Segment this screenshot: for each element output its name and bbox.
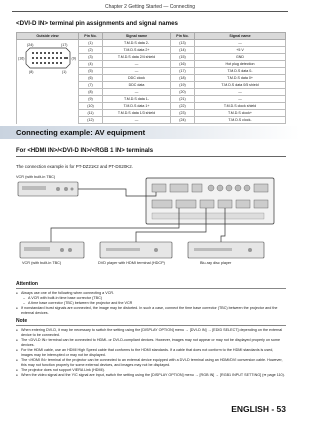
- pin-no-left: (1): [79, 40, 103, 47]
- pin-no-right: (17): [171, 68, 195, 75]
- pin-no-right: (21): [171, 96, 195, 103]
- attention-item: [16, 306, 286, 316]
- chapter-rule: [12, 11, 288, 12]
- attention-sublist: [21, 296, 286, 306]
- pin-no-left: (2): [79, 47, 103, 54]
- signal-name-left: T.M.D.S data 2-: [103, 40, 171, 47]
- section-title-pin-assignments: <DVI-D IN> terminal pin assignments and signal names: [16, 20, 178, 27]
- conn-label-mr: (9): [71, 56, 76, 61]
- signal-name-right: T.M.D.S data 0-: [195, 68, 286, 75]
- signal-name-right: T.M.D.S clock shield: [195, 103, 286, 110]
- note-item: ● When the video signal and the Y/C signal are input, switch the setting using the [DISPLAY OPTION] menu → [RGB IN] → [RGB1 INPUT SETTING] (➡ page 110).: [16, 373, 286, 378]
- col-outside-view: Outside view: [17, 33, 79, 40]
- banner-title: Connecting example: AV equipment: [16, 128, 146, 137]
- pin-no-left: (5): [79, 68, 103, 75]
- col-signal-left: Signal name: [103, 33, 171, 40]
- connection-diagram: [16, 172, 286, 272]
- dvd-player-label: DVD player with HDMI terminal (HDCP): [98, 261, 165, 265]
- pin-no-right: (13): [171, 40, 195, 47]
- note-heading: Note: [16, 318, 28, 324]
- signal-name-left: DDC clock: [103, 75, 171, 82]
- signal-name-right: —: [195, 40, 286, 47]
- pin-no-left: (9): [79, 96, 103, 103]
- attention-item: [16, 291, 286, 306]
- pin-no-left: (7): [79, 82, 103, 89]
- signal-name-left: T.M.D.S data 2+: [103, 47, 171, 54]
- signal-name-left: —: [103, 61, 171, 68]
- dvi-connector-figure: [18, 38, 78, 78]
- attention-list: [16, 291, 286, 316]
- vcr-bottom-device: [20, 242, 84, 258]
- pin-no-right: (20): [171, 89, 195, 96]
- signal-name-left: DDC data: [103, 82, 171, 89]
- pin-no-right: (16): [171, 61, 195, 68]
- note-item: ● The <DVI-D IN> terminal can be connected to HDMI- or DVI-D-compliant devices. However, images may not appear or may not be displayed properly on some devices.: [16, 338, 286, 348]
- attention-item-text: Always use one of the following when connecting a VCR.: [21, 291, 115, 295]
- vcr-top-label: VCR (with built-in TBC): [16, 175, 56, 179]
- dvi-connector-icon: [18, 38, 78, 78]
- col-pin-no-right: Pin No.: [171, 33, 195, 40]
- pin-no-right: (22): [171, 103, 195, 110]
- signal-name-right: GND: [195, 54, 286, 61]
- note-item: ● The <HDMI IN> terminal of the projector can be connected to an external device equipped with a DVI-D terminal using an HDMI/DVI conversion cable. However, this may not function properly for some external devices, and images may not be displayed.: [16, 358, 286, 368]
- col-pin-no-left: Pin No.: [79, 33, 103, 40]
- connection-diagram-drawing: [16, 172, 286, 272]
- signal-name-right: —: [195, 89, 286, 96]
- note-item: ● When entering DVI-D, it may be necessary to switch the setting using the [DISPLAY OPTION] menu → [DVI-D IN] → [EDID SELECT] depending on the external device to be connected.: [16, 328, 286, 338]
- conn-label-br: (1): [62, 70, 67, 74]
- pin-no-right: (23): [171, 110, 195, 117]
- pin-no-right: (18): [171, 75, 195, 82]
- signal-name-left: T.M.D.S data 1/3 shield: [103, 110, 171, 117]
- signal-name-right: T.M.D.S clock-: [195, 117, 286, 124]
- pin-no-right: (19): [171, 82, 195, 89]
- pin-no-right: (15): [171, 54, 195, 61]
- signal-name-left: —: [103, 89, 171, 96]
- pin-no-right: (14): [171, 47, 195, 54]
- note-item: ● The projector does not support VIERA Link (HDMI).: [16, 368, 286, 373]
- conn-label-bl: (8): [29, 70, 34, 74]
- signal-name-left: T.M.D.S data 1+: [103, 103, 171, 110]
- projector-terminal-panel: [146, 178, 274, 224]
- signal-name-left: T.M.D.S data 1-: [103, 96, 171, 103]
- pin-no-left: (6): [79, 75, 103, 82]
- conn-label-ml: (16): [18, 56, 25, 61]
- signal-name-right: T.M.D.S clock+: [195, 110, 286, 117]
- vcr-bottom-label: VCR (with built-in TBC): [22, 261, 62, 265]
- attention-subitem: – A VCR with built-in time base corrector (TBC): [23, 296, 286, 301]
- dvd-player-device: [100, 242, 172, 258]
- subsection-title: For <HDMI IN>/<DVI-D IN>/<RGB 1 IN> terminals: [16, 148, 154, 154]
- conn-label-tl: (24): [27, 43, 34, 47]
- subsection-rule: [16, 156, 286, 157]
- bluray-player-device: [188, 242, 264, 258]
- signal-name-right: T.M.D.S data 0+: [195, 75, 286, 82]
- attention-item-text: If nonstandard burst signals are connected, the image may be distorted. In such a case, connect the time base corrector (TBC) between the projector and the external devices.: [21, 306, 278, 315]
- note-item: ● For the HDMI cable, use an HDMI High Speed cable that conforms to the HDMI standards. If a cable that does not conform to the HDMI standards is used, images may be interrupted or may not be displayed.: [16, 348, 286, 358]
- attention-subitem: – A time base corrector (TBC) between the projector and the VCR: [23, 301, 286, 306]
- bluray-player-label: Blu-ray disc player: [200, 261, 232, 265]
- pin-no-left: (4): [79, 61, 103, 68]
- pin-no-left: (11): [79, 110, 103, 117]
- signal-name-right: —: [195, 96, 286, 103]
- pin-no-left: (10): [79, 103, 103, 110]
- pin-no-left: (12): [79, 117, 103, 124]
- signal-name-left: —: [103, 68, 171, 75]
- attention-rule: [16, 288, 286, 289]
- vcr-top-device: [18, 182, 78, 196]
- signal-name-left: T.M.D.S data 2/4 shield: [103, 54, 171, 61]
- note-rule: [16, 325, 286, 326]
- page-number: ENGLISH - 53: [231, 404, 286, 414]
- conn-label-tr: (17): [61, 43, 68, 47]
- signal-name-right: Hot plug detection: [195, 61, 286, 68]
- pin-no-left: (3): [79, 54, 103, 61]
- chapter-header: Chapter 2 Getting Started — Connecting: [104, 4, 196, 10]
- signal-name-right: +5 V: [195, 47, 286, 54]
- signal-name-right: T.M.D.S data 0/5 shield: [195, 82, 286, 89]
- pin-no-left: (8): [79, 89, 103, 96]
- signal-name-left: —: [103, 117, 171, 124]
- note-list: [16, 328, 286, 378]
- intro-text: The connection example is for PT-DZ21K2 and PT-DS20K2.: [16, 164, 133, 169]
- attention-heading: Attention: [16, 281, 38, 287]
- col-signal-right: Signal name: [195, 33, 286, 40]
- pin-no-right: (24): [171, 117, 195, 124]
- section-banner: [0, 126, 300, 139]
